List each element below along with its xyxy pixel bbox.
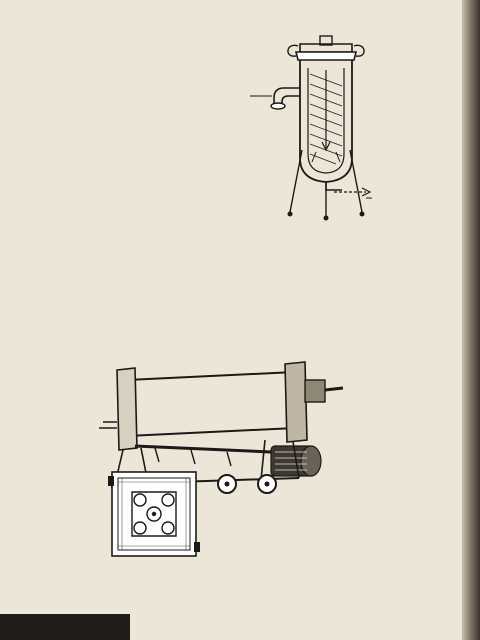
watermark — [0, 614, 130, 640]
gaf-filter-illustration — [238, 30, 438, 230]
page-edge — [462, 0, 480, 640]
filter-plate-detail — [106, 466, 202, 562]
